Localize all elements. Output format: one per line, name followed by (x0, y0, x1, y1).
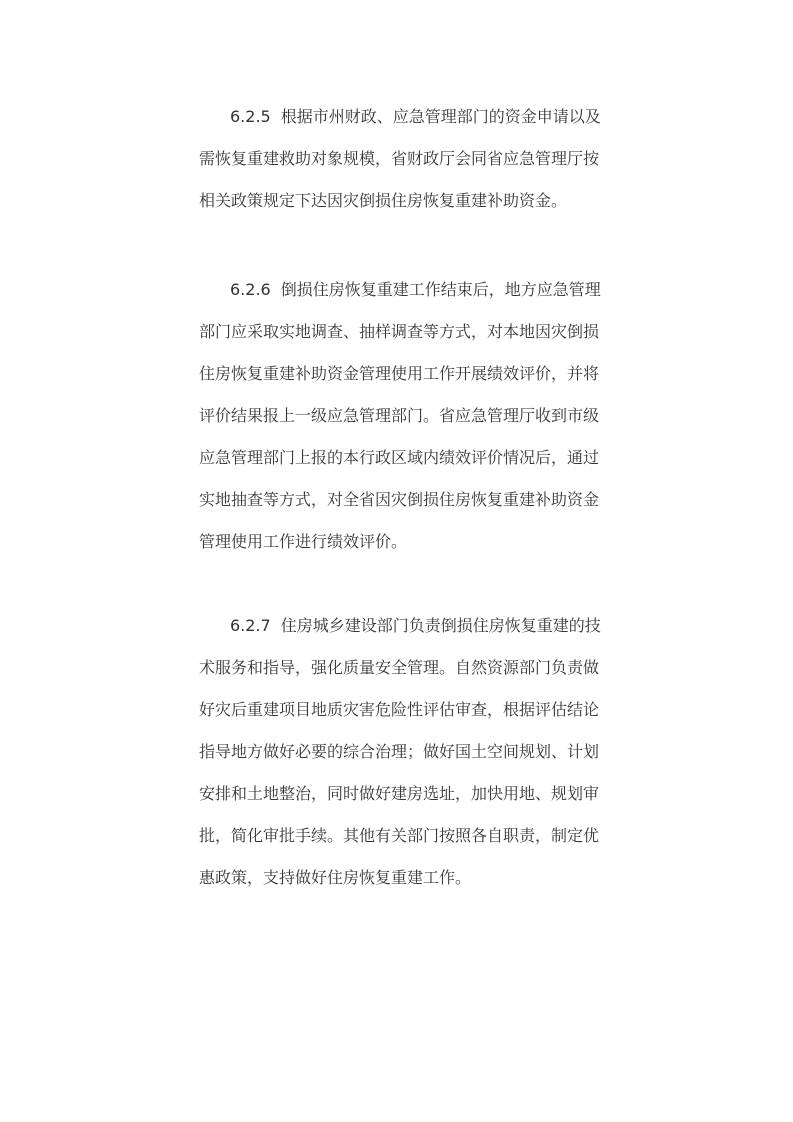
paragraph-line: 批，简化审批手续。其他有关部门按照各自职责，制定优 (199, 826, 600, 845)
paragraph-line: 部门应采取实地调查、抽样调查等方式，对本地因灾倒损 (199, 322, 600, 341)
paragraph-6-2-5 (199, 96, 601, 222)
section-number: 6.2.7 (230, 616, 271, 635)
paragraph-first-line (199, 605, 601, 647)
section-number: 6.2.5 (230, 107, 271, 126)
paragraph-line: 应急管理部门上报的本行政区域内绩效评价情况后，通过 (199, 448, 600, 467)
paragraph-line: 需恢复重建救助对象规模，省财政厅会同省应急管理厅按 (199, 149, 600, 168)
paragraph-line: 惠政策，支持做好住房恢复重建工作。 (199, 868, 472, 887)
paragraph-line: 住房恢复重建补助资金管理使用工作开展绩效评价，并将 (199, 364, 600, 383)
line-text: 倒损住房恢复重建工作结束后，地方应急管理 (280, 280, 601, 299)
line-text: 住房城乡建设部门负责倒损住房恢复重建的技 (280, 616, 601, 635)
paragraph-line: 术服务和指导，强化质量安全管理。自然资源部门负责做 (199, 658, 600, 677)
paragraph-line: 好灾后重建项目地质灾害危险性评估审查，根据评估结论 (199, 700, 600, 719)
paragraph-line: 指导地方做好必要的综合治理；做好国土空间规划、计划 (199, 742, 600, 761)
paragraph-first-line (199, 96, 601, 138)
paragraph-6-2-6 (199, 269, 601, 563)
paragraph-6-2-7 (199, 605, 601, 899)
paragraph-line: 安排和土地整治，同时做好建房选址，加快用地、规划审 (199, 784, 600, 803)
paragraph-line: 评价结果报上一级应急管理部门。省应急管理厅收到市级 (199, 406, 600, 425)
paragraph-line: 管理使用工作进行绩效评价。 (199, 532, 408, 551)
paragraph-line: 实地抽查等方式，对全省因灾倒损住房恢复重建补助资金 (199, 490, 600, 509)
section-number: 6.2.6 (230, 280, 271, 299)
line-text: 根据市州财政、应急管理部门的资金申请以及 (280, 107, 601, 126)
paragraph-line: 相关政策规定下达因灾倒损住房恢复重建补助资金。 (199, 191, 568, 210)
paragraph-first-line (199, 269, 601, 311)
